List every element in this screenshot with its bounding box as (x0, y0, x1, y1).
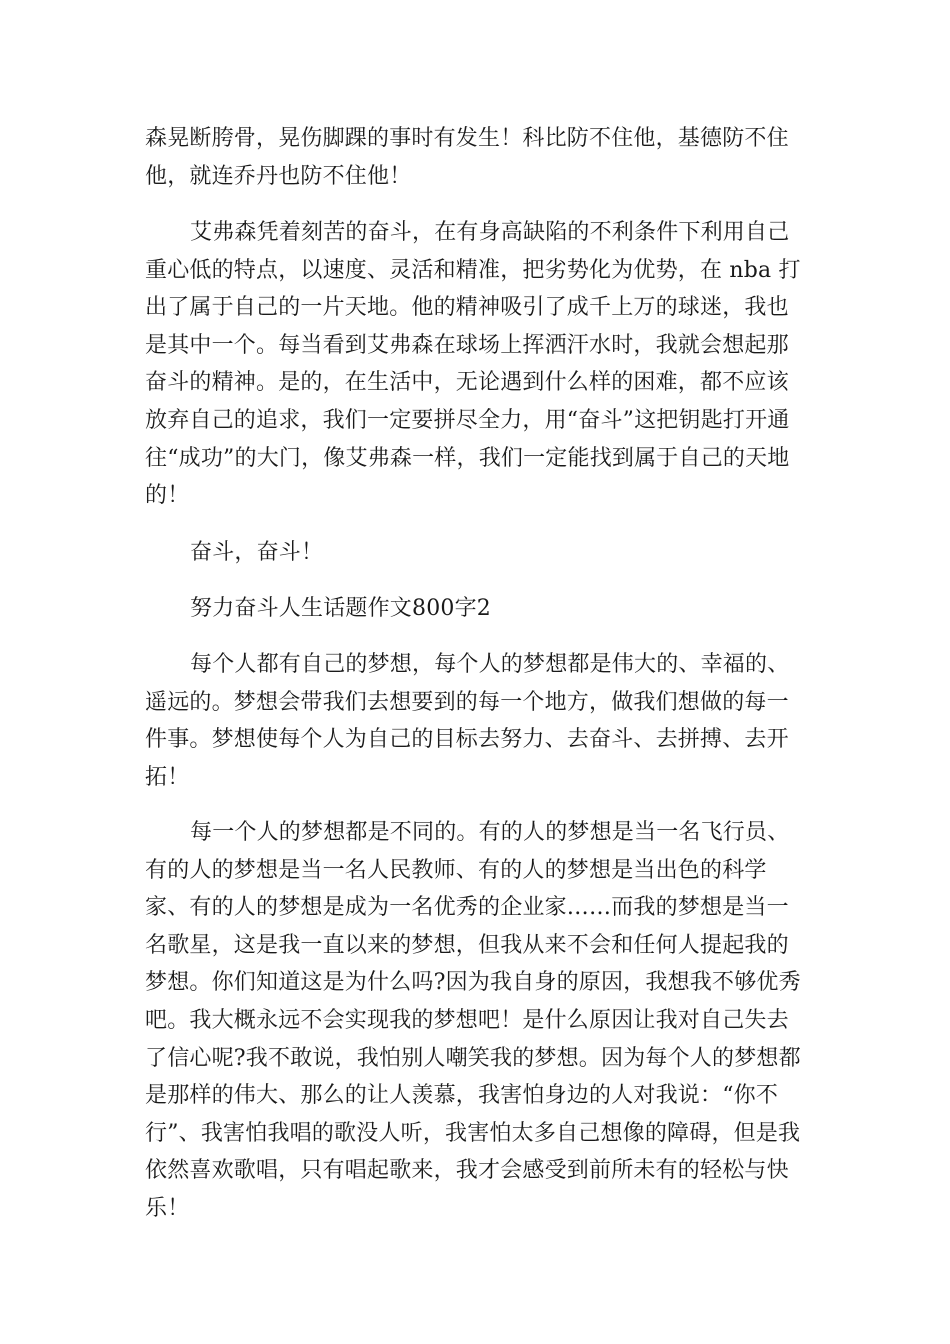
paragraph-exclamation: 奋斗，奋斗！ (190, 540, 324, 565)
paragraph-my-dream: 每一个人的梦想都是不同的。有的人的梦想是当一名飞行员、有的人的梦想是当一名人民教师、有的人的梦想是当出色的科学家、有的人的梦想是成为一名优秀的企业家……而我的梦想是当一名歌星，这是我一直以来的梦想，但我从来不会和任何人提起我的梦想。你们知道这是为什么吗?因为我自身的原因，我想我不够优秀吧。我大概永远不会实现我的梦想吧！是什么原因让我对自己失去了信心呢?我不敢说，我怕别人嘲笑我的梦想。因为每个人的梦想都是那样的伟大、那么的让人羡慕，我害怕身边的人对我说：“你不行”、我害怕我唱的歌没人听，我害怕太多自己想像的障碍，但是我依然喜欢歌唱，只有唱起歌来，我才会感受到前所未有的轻松与快乐！ (145, 820, 801, 1221)
paragraph-dreams-intro: 每个人都有自己的梦想，每个人的梦想都是伟大的、幸福的、遥远的。梦想会带我们去想要到的每一个地方，做我们想做的每一件事。梦想使每个人为自己的目标去努力、去奋斗、去拼搏、去开拓！ (145, 652, 790, 790)
paragraph-continuation: 森晃断胯骨，晃伤脚踝的事时有发生！科比防不住他，基德防不住他，就连乔丹也防不住他！ (145, 126, 789, 189)
essay-heading: 努力奋斗人生话题作文800字2 (190, 596, 491, 621)
paragraph-iverson-spirit: 艾弗森凭着刻苦的奋斗，在有身高缺陷的不利条件下利用自己重心低的特点，以速度、灵活和精准，把劣势化为优势，在 nba 打出了属于自己的一片天地。他的精神吸引了成千上万的球迷，我也是其中一个。每当看到艾弗森在球场上挥洒汗水时，我就会想起那奋斗的精神。是的，在生活中，无论遇到什么样的困难，都不应该放弃自己的追求，我们一定要拼尽全力，用“奋斗”这把钥匙打开通往“成功”的大门，像艾弗森一样，我们一定能找到属于自己的天地的！ (145, 220, 801, 509)
